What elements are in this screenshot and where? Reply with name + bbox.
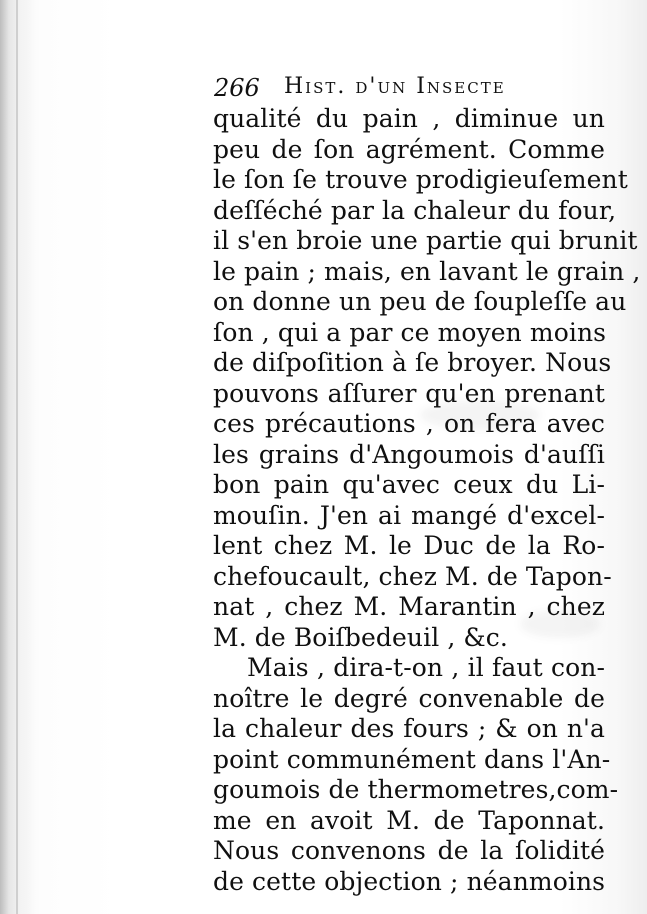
page-number: 266 [214, 74, 260, 102]
text-line: qualité du pain , diminue un [213, 104, 605, 133]
text-line: noître le degré convenable de [213, 683, 605, 713]
text-line: ces précautions , on fera avec [213, 409, 605, 438]
text-line: goumois de thermometres,com- [213, 775, 619, 804]
text-line: Nous convenons de la ſolidité [213, 836, 605, 865]
text-line: de diſpoſition à ſe broyer. Nous [213, 348, 612, 377]
text-line: de cette objection ; néanmoins [213, 866, 606, 896]
text-line: ſon , qui a par ce moyen moins [213, 317, 607, 347]
text-line: mouſin. J'en ai mangé d'excel- [213, 500, 605, 530]
text-line: la chaleur des fours ; & on n'a [213, 714, 605, 743]
text-line: nat , chez M. Marantin , chez [213, 592, 605, 621]
text-line: on donne un peu de ſoupleſſe au [213, 287, 627, 316]
text-line: le pain ; mais, en lavant le grain , [213, 256, 641, 286]
text-line: Mais , dira-t-on , il faut con- [247, 653, 605, 682]
text-line: M. de Boiſbedeuil , &c. [213, 622, 508, 652]
running-head [214, 74, 614, 106]
text-line: deſſéché par la chaleur du four, [213, 195, 617, 225]
binding-edge [16, 0, 18, 914]
text-line: il s'en broie une partie qui brunit [213, 226, 638, 255]
text-line: peu de ſon agrément. Comme [213, 134, 605, 164]
body-text [213, 104, 641, 897]
text-line: les grains d'Angoumois d'auſſi [213, 439, 605, 469]
text-line: chefoucault, chez M. de Tapon- [213, 561, 612, 591]
running-title: Hist. d'un Insecte [284, 74, 506, 99]
text-line: point communément dans l'An- [213, 744, 611, 774]
text-line: bon pain qu'avec ceux du Li- [213, 470, 605, 499]
text-line: me en avoit M. de Taponnat. [213, 805, 605, 835]
text-line: le ſon ſe trouve prodigieuſement [213, 165, 628, 194]
text-line: lent chez M. le Duc de la Ro- [213, 531, 605, 560]
text-line: pouvons aſſurer qu'en prenant [213, 378, 605, 408]
